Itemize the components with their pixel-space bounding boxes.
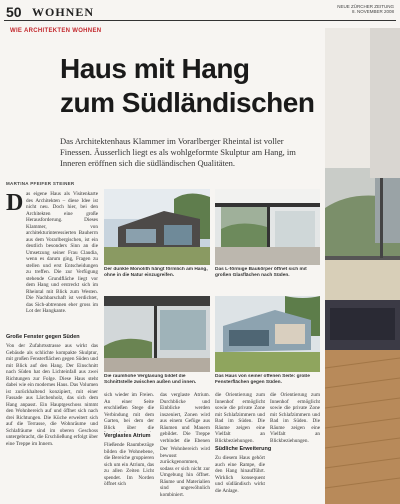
house-photo-3: [104, 296, 210, 372]
body-text-col1-intro: as eigene Haus als Visitenkarte des Architekten – diese Idee ist nicht neu. Doch hier, bei den Architekten eine große Herausforderung. Dieses Klammer, von architekturinteressierten Bauherrn aus dem Vorarlbergischen, ist ein deutlich besonders Sinn an die Umsetzung seiner Frau Claudia, wenn es darum ging, Fragen zu stellen und erst Entscheidungen zu treffen. Die zur Verfügung stehende Grundfläche liegt vor dem Hang und erstreckt sich im Rheintal mit Blick zum Westen. Die Nachbarschaft ist verdichtet, das Sich-abtrennen eher gross im Lot der Hangkante.: [26, 191, 98, 314]
headline-line-2: zum Südländischen: [60, 87, 315, 118]
caption-2: Das L-förmige Baukörper öffnet sich mit großen Glasflächen nach Süden.: [215, 267, 307, 278]
caption-3: Die raumhohe Verglasung bildet die Schnittstelle zwischen außen und innen.: [104, 374, 197, 385]
body-text-col4: die Orientierung zum Innenhof ermöglicht sowie die private Zone mit Schlafzimmern und Bad im Süden. Die Räume zeigen eine Vielfalt an Blickbeziehungen.: [215, 392, 265, 444]
caption-4: Das Haus von seiner offenen Seite: große Fensterflächen gegen Süden.: [215, 374, 310, 385]
body-text-col3-b: Der Wohnbereich wird bewusst zurückgenommen, sodass er sich nicht zur Umgebung hin öffnet. Räume und Materialien sind ungewöhnlich kombiniert.: [160, 446, 210, 498]
body-text-col3: das verglaste Atrium. Durchblicke und Einblicke werden inszeniert, Zonen wird aus einem Gefüge aus Räumen und Mauern gebildet. Die Treppe verbindet die Ebenen: [160, 392, 210, 444]
kicker: WIE ARCHITEKTEN WOHNEN: [10, 28, 102, 34]
headline: [60, 52, 314, 120]
byline: MARTINA PFEIFER STEINER: [6, 181, 75, 186]
dropcap: D: [6, 190, 24, 216]
publication-name: NEUE ZÜRCHER ZEITUNG: [337, 4, 394, 9]
page-number: 50: [6, 4, 22, 20]
caption-1: Der dunkle Monolith hängt förmlich am Hang, ohne in die Natur einzugreifen.: [104, 267, 208, 278]
subheading-col2: Verglastes Atrium: [104, 433, 151, 439]
house-photo-1: [104, 189, 210, 265]
body-text-col2: sich wieder im Freien. An einer Seite erschließen Stege die Verbindung mit dem Garten, bei dem der Blick über die: [104, 392, 154, 431]
subheading-col1: Große Fenster gegen Süden: [6, 334, 80, 340]
headline-line-1: Haus mit Hang: [60, 53, 250, 84]
section-title: WOHNEN: [32, 5, 95, 19]
body-text-col4-b: Zu diesem Haus gehört auch eine Rampe, die den Hang hinaufführt. Wirklich konsequent und südländisch wirkt die Anlage.: [215, 455, 265, 494]
publication-date: 8. NOVEMBER 2008: [351, 9, 394, 14]
header-rule: [4, 20, 396, 21]
subheading-col4: Südliche Erweiterung: [215, 446, 272, 452]
body-text-col1: Von der Zufahrtsstrasse aus wirkt das Gebäude als schlichte kompakte Skulptur, mit großen Fensterflächen gegen Süden und mit Blick auf den Hang. Der Einschnitt nach Süden hat den Lichteinfall aus zwei Richtungen zur Folge. Diese Haus steht dabei wie ein modernes Haus. Das Volumen ist zurückhaltend konzipiert, mit einer Fassade aus Lärchenholz, das sich dem Hang anpasst. Ein Hauptgeschoss nimmt den Wohnbereich auf und öffnet sich nach drei Richtungen. Die Küche erweitert sich auf die Terrasse, die Wohnräume und Schlafräume sind im oberen Geschoss untergebracht, die Erschließung erfolgt über eine Treppe im Innern.: [6, 343, 98, 447]
publication-info: [337, 4, 394, 14]
lead-paragraph: Das Architektenhaus Klammer im Vorarlberger Rheintal ist voller Finessen. Äusserlich liegt es als wohlgeformte Skulptur am Hang, im Inneren eröffnen sich die südländischen Qualitäten.: [60, 136, 296, 168]
house-photo-2: [215, 189, 320, 265]
interior-photo: [325, 28, 400, 504]
body-text-col2-b: Fließende Raumbezüge bilden die Wohnebene, die Bereiche gruppieren sich um ein Atrium, das zu allen Zeiten Licht spendet. Im Norden öffnet sich: [104, 442, 154, 487]
body-text-col5: die Orientierung zum Innenhof ermöglicht sowie die private Zone mit Schlafzimmern und Bad im Süden. Die Räume zeigen eine Vielfalt an Blickbeziehungen.: [270, 392, 320, 444]
house-photo-4: [215, 296, 320, 372]
